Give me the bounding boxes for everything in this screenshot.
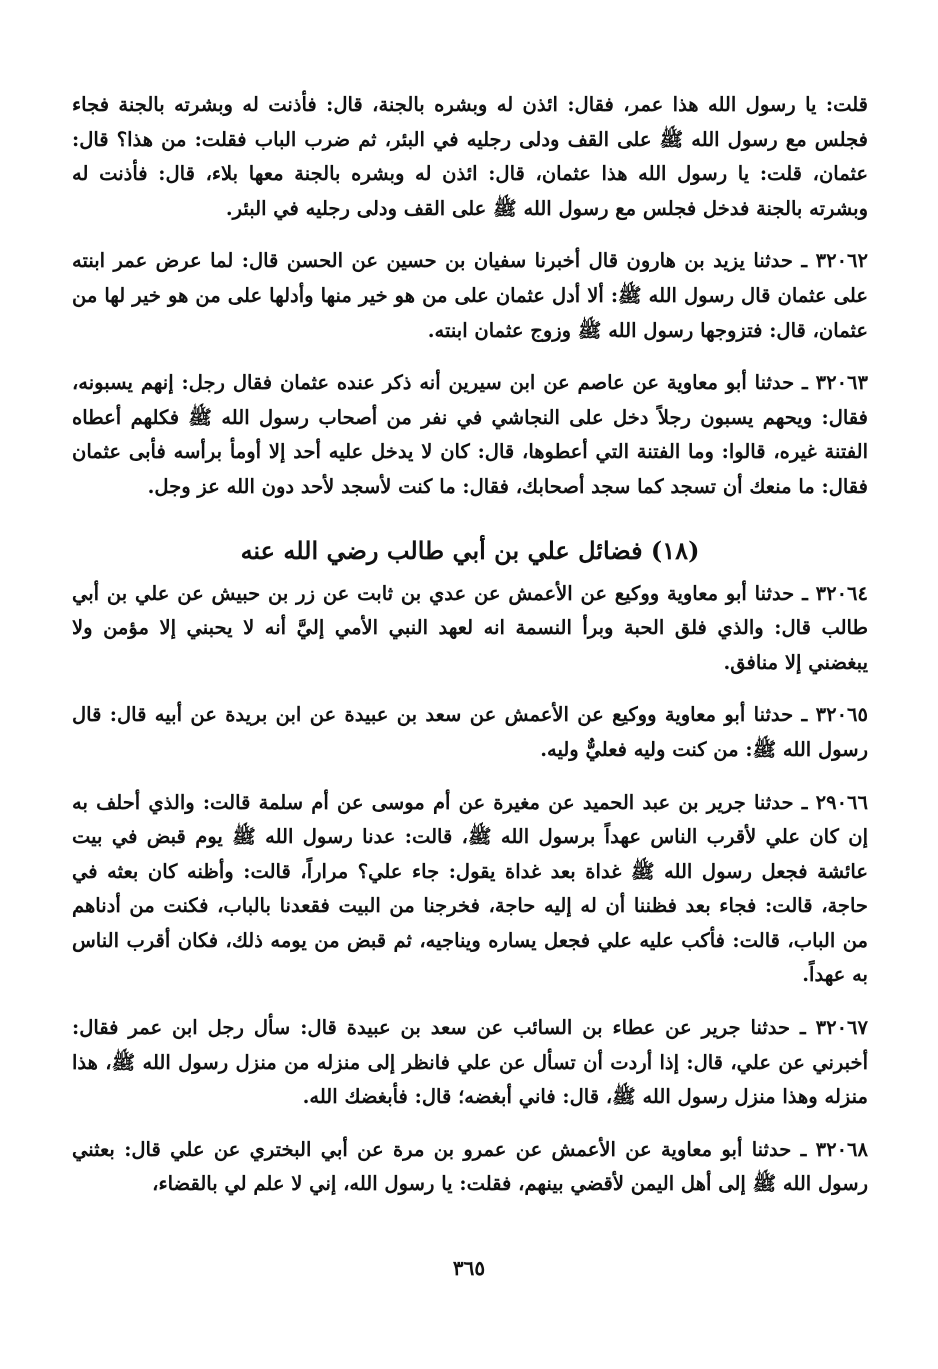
hadith-32062: ٣٢٠٦٢ ـ حدثنا يزيد بن هارون قال أخبرنا سفيان بن حسين عن الحسن قال: لما عرض عمر ابنته على عثمان قال رسول الله ﷺ: ألا أدل عثمان على من هو خير منها وأدلها على من هو خير لها من عثمان، قال: فتزوجها رسول الله ﷺ وزوج عثمان ابنته. (72, 249, 868, 342)
page-body (72, 88, 868, 1202)
paragraph-continuation: قلت: يا رسول الله هذا عمر، فقال: ائذن له وبشره بالجنة، قال: فأذنت له وبشرته بالجنة فجاء فجلس مع رسول الله ﷺ على القف ودلى رجليه في البئر، ثم ضرب الباب فقلت: من هذا؟ قال: عثمان، قلت: يا رسول الله هذا عثمان، قال: ائذن له وبشره بالجنة معها بلاء، قال: فأذنت له وبشرته بالجنة فدخل فجلس مع رسول الله ﷺ على القف ودلى رجليه في البئر. (72, 93, 868, 220)
section-heading: (١٨) فضائل علي بن أبي طالب رضي الله عنه (240, 535, 700, 565)
hadith-32063: ٣٢٠٦٣ ـ حدثنا أبو معاوية عن عاصم عن ابن سيرين أنه ذكر عنده عثمان فقال رجل: إنهم يسبونه، فقال: ويحهم يسبون رجلاً دخل على النجاشي في نفر من أصحاب رسول الله ﷺ فكلهم أعطاه الفتنة غيره، قالوا: وما الفتنة التي أعطوها، قال: كان لا يدخل عليه أحد إلا أومأ برأسه فأبى عثمان فقال: ما منعك أن تسجد كما سجد أصحابك، فقال: ما كنت لأسجد لأحد دون الله عز وجل. (72, 371, 868, 498)
hadith-32068: ٣٢٠٦٨ ـ حدثنا أبو معاوية عن الأعمش عن عمرو بن مرة عن أبي البختري عن علي قال: بعثني رسول الله ﷺ إلى أهل اليمن لأقضي بينهم، فقلت: يا رسول الله، إني لا علم لي بالقضاء، (72, 1137, 868, 1196)
hadith-32067: ٣٢٠٦٧ ـ حدثنا جرير عن عطاء بن السائب عن سعد بن عبيدة قال: سأل رجل ابن عمر فقال: أخبرني عن علي، قال: إذا أردت أن تسأل عن علي فانظر إلى منزله من منزل رسول الله ﷺ، هذا منزله وهذا منزل رسول الله ﷺ، قال: فاني أبغضه؛ قال: فأبغضك الله. (72, 1016, 868, 1109)
hadith-32065: ٣٢٠٦٥ ـ حدثنا أبو معاوية ووكيع عن الأعمش عن سعد بن عبيدة عن ابن بريدة عن أبيه قال: قال رسول الله ﷺ: من كنت وليه فعليٌّ وليه. (72, 703, 868, 761)
page-number: ٣٦٥ (452, 1256, 486, 1280)
hadith-29066: ٢٩٠٦٦ ـ حدثنا جرير بن عبد الحميد عن مغيرة عن أم موسى عن أم سلمة قالت: والذي أحلف به إن كان علي لأقرب الناس عهداً برسول الله ﷺ، قالت: عدنا رسول الله ﷺ يوم قبض في بيت عائشة فجعل رسول الله ﷺ غداة بعد غداة يقول: جاء علي؟ مراراً، قالت: وأظنه كان بعثه في حاجة، قالت: فجاء بعد فظننا أن له إليه حاجة، فخرجنا من البيت فقعدنا بالباب، فكنت من أدناهم من الباب، قالت: فأكب عليه علي فجعل يساره ويناجيه، ثم قبض من يومه ذلك، فكان أقرب الناس به عهداً. (72, 790, 868, 987)
hadith-32064: ٣٢٠٦٤ ـ حدثنا أبو معاوية ووكيع عن الأعمش عن عدي بن ثابت عن زر بن حبيش عن علي بن أبي طالب قال: والذي فلق الحبة وبرأ النسمة انه لعهد النبي الأمي إليَّ أنه لا يحبني إلا مؤمن ولا يبغضني إلا منافق. (72, 581, 868, 674)
